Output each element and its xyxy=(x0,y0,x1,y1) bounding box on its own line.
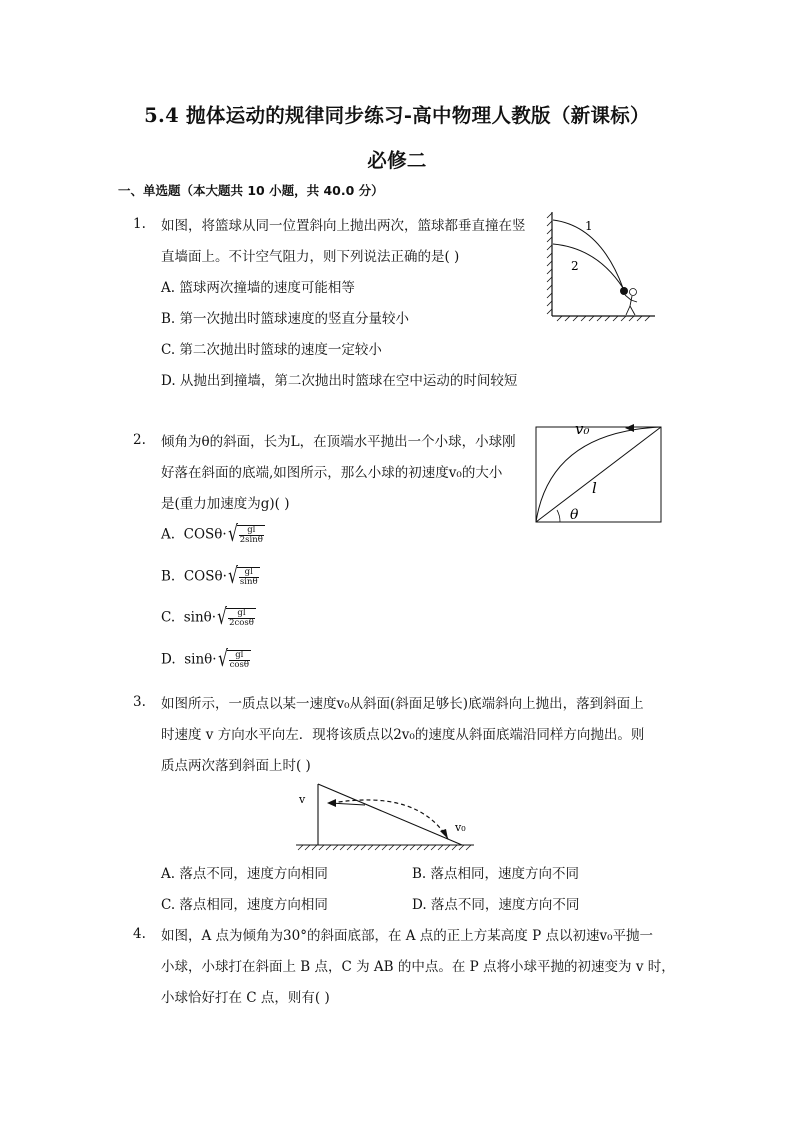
option-b[interactable]: B. 落点相同，速度方向不同 xyxy=(412,866,580,882)
basketball-wall-figure xyxy=(545,208,660,323)
question-number: 3. xyxy=(133,694,146,710)
question-text-line: 如图所示，一质点以某一速度v₀从斜面(斜面足够长)底端斜向上抛出，落到斜面上 xyxy=(161,696,644,712)
basketball-icon xyxy=(620,287,628,295)
question-number: 4. xyxy=(133,926,146,942)
question-number: 2. xyxy=(133,432,146,448)
option-a[interactable]: A. 落点不同，速度方向相同 xyxy=(161,866,328,882)
question-text-line: 直墙面上。不计空气阻力，则下列说法正确的是( ) xyxy=(161,249,460,265)
v-label: v xyxy=(299,793,306,806)
option-a[interactable]: A. COSθ·√ $\frac{gl}{2\sin\theta}$ xyxy=(161,522,263,547)
question-text-line: 如图，A 点为倾角为30°的斜面底部，在 A 点的正上方某高度 P 点以初速v₀平抛一 xyxy=(161,928,654,944)
question-text-line: 是(重力加速度为g)( ) xyxy=(161,496,290,512)
person-head-icon xyxy=(630,289,637,296)
option-a[interactable]: A. 篮球两次撞墙的速度可能相等 xyxy=(161,280,355,296)
v0-label: v₀ xyxy=(575,420,590,438)
sqrt-icon: √ xyxy=(227,522,238,547)
question-text-line: 时速度 v 方向水平向左．现将该质点以2v₀的速度从斜面底端沿同样方向抛出。则 xyxy=(161,727,645,743)
section-heading: 一、单选题（本大题共 10 小题，共 40.0 分） xyxy=(118,183,384,198)
question-text-line: 如图，将篮球从同一位置斜向上抛出两次，篮球都垂直撞在竖 xyxy=(161,218,526,234)
document-title-line2: 必修二 xyxy=(367,149,427,172)
option-c[interactable]: C. sinθ·√ $\frac{gl}{2\cos\theta}$ xyxy=(161,605,254,630)
option-d[interactable]: D. 落点不同，速度方向不同 xyxy=(412,897,580,913)
person-figure-icon xyxy=(625,295,637,315)
sqrt-icon: √ xyxy=(217,605,228,630)
velocity-arrow-icon xyxy=(327,799,336,807)
sqrt-icon: √ xyxy=(227,564,238,589)
angle-label: θ xyxy=(570,507,579,523)
option-b[interactable]: B. 第一次抛出时篮球速度的竖直分量较小 xyxy=(161,311,410,327)
option-d[interactable]: D. sinθ·√ $\frac{gl}{\cos\theta}$ xyxy=(161,647,249,672)
trajectory-2-label: 2 xyxy=(571,259,579,273)
question-text-line: 小球，小球打在斜面上 B 点，C 为 AB 的中点。在 P 点将小球平抛的初速变为 v 时， xyxy=(161,959,675,975)
document-title-line1: 5.4 抛体运动的规律同步练习-高中物理人教版（新课标） xyxy=(144,104,650,127)
v0-label: v₀ xyxy=(455,821,466,834)
question-text-line: 质点两次落到斜面上时( ) xyxy=(161,758,311,774)
option-c[interactable]: C. 第二次抛出时篮球的速度一定较小 xyxy=(161,342,382,358)
option-d[interactable]: D. 从抛出到撞墙，第二次抛出时篮球在空中运动的时间较短 xyxy=(161,373,518,389)
slope-launch-figure xyxy=(290,779,480,851)
incline-projectile-figure xyxy=(530,418,670,528)
length-label: l xyxy=(592,479,597,497)
trajectory-1-label: 1 xyxy=(585,219,593,233)
option-b[interactable]: B. COSθ·√ $\frac{gl}{\sin\theta}$ xyxy=(161,564,258,589)
question-text-line: 倾角为θ的斜面，长为L，在顶端水平抛出一个小球，小球刚 xyxy=(161,434,516,450)
option-c[interactable]: C. 落点相同，速度方向相同 xyxy=(161,897,328,913)
question-text-line: 好落在斜面的底端,如图所示，那么小球的初速度v₀的大小 xyxy=(161,465,503,481)
question-text-line: 小球恰好打在 C 点，则有( ) xyxy=(161,990,330,1006)
sqrt-icon: √ xyxy=(217,647,228,672)
question-number: 1. xyxy=(133,216,146,232)
